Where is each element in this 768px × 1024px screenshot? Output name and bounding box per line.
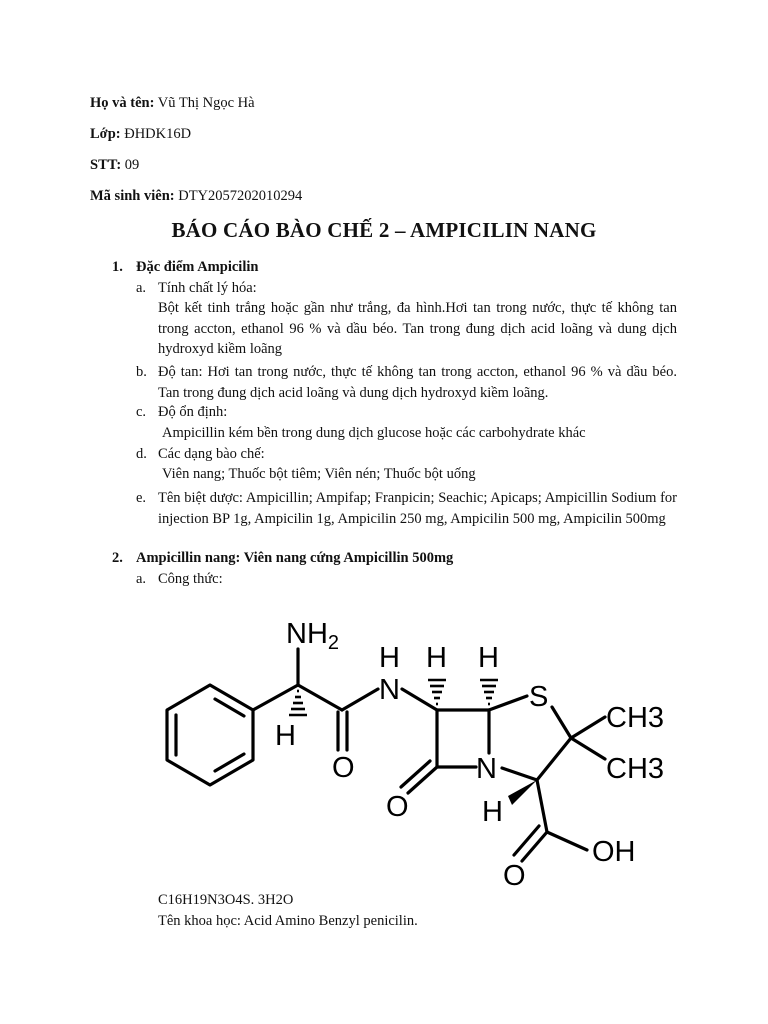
stt-value: 09 — [121, 157, 140, 173]
bond-methyl-1 — [571, 717, 605, 738]
wedge-bond-c3-h — [508, 780, 537, 805]
scientific-name: Tên khoa học: Acid Amino Benzyl penicilin. — [158, 913, 418, 929]
acid-co-bond-2 — [514, 826, 539, 855]
section-1-title: Đặc điểm Ampicilin — [136, 259, 259, 275]
molecular-formula: C16H19N3O4S. 3H2O — [158, 892, 294, 908]
item-1c-text: Ampicillin kém bền trong dung dịch glucose hoặc các carbohydrate khác — [162, 425, 586, 441]
class-value: ĐHDK16D — [120, 126, 192, 142]
item-1b-text: Độ tan: Hơi tan trong nước, thực tế không tan trong accton, ethanol 96 % và dầu béo. Tan trong đung dịch acid loãng và dung dịch hydroxyd kiềm loãng. — [158, 364, 677, 401]
item-1d — [136, 446, 265, 463]
label-o-acid: O — [503, 860, 526, 892]
item-1e — [136, 488, 677, 529]
label-s: S — [529, 681, 549, 713]
label-ch3-bottom: CH3 — [606, 753, 665, 785]
student-id-line — [90, 188, 302, 205]
item-1b-letter: b. — [136, 364, 147, 380]
lactam-co-bond-1 — [408, 767, 437, 793]
item-2a-letter: a. — [136, 571, 147, 587]
label-nh2: $NH_2$ — [286, 618, 340, 654]
section-2-heading — [112, 550, 453, 567]
bond-carbonyl-n — [342, 689, 378, 710]
label-h-c5: H — [478, 642, 499, 674]
bond-c-oh — [547, 832, 587, 850]
label-o-amide: O — [332, 752, 355, 784]
item-1c — [136, 404, 227, 421]
class-label: Lớp: — [90, 126, 121, 142]
item-2a — [136, 571, 223, 588]
acid-co-bond-1 — [522, 832, 547, 861]
student-id-label: Mã sinh viên: — [90, 188, 175, 204]
stt-line — [90, 157, 139, 174]
name-value: Vũ Thị Ngọc Hà — [154, 95, 255, 111]
bond-c3-cooh — [537, 780, 547, 832]
item-1a-text: Bột kết tinh trắng hoặc gần như trắng, đa hình.Hơi tan trong nước, thực tế không tan trong accton, ethanol 96 % và dầu béo. Tan trong đung dịch acid loãng và dung dịch hydroxyd kiềm loãng — [158, 300, 677, 357]
label-oh: OH — [592, 836, 636, 868]
label-h-c6: H — [426, 642, 447, 674]
bond-s-c2 — [552, 707, 571, 738]
section-1-heading — [112, 259, 258, 276]
item-1a-letter: a. — [136, 280, 147, 296]
bond-c5-s — [489, 696, 527, 710]
class-line — [90, 126, 191, 143]
bond-c2-c3 — [537, 738, 571, 780]
ampicillin-structure-diagram — [150, 605, 680, 895]
stt-label: STT: — [90, 157, 122, 173]
bond-methyl-2 — [571, 738, 605, 759]
item-2a-label: Công thức: — [158, 571, 223, 587]
label-n-amide: N — [379, 674, 400, 706]
bond-ring-calpha — [253, 685, 298, 710]
report-title: BÁO CÁO BÀO CHẾ 2 – AMPICILIN NANG — [171, 218, 597, 242]
item-1d-letter: d. — [136, 446, 147, 462]
label-h-alpha: H — [275, 720, 296, 752]
label-ch3-top: CH3 — [606, 702, 665, 734]
section-1-number: 1. — [112, 259, 123, 275]
item-1e-text: Tên biệt dược: Ampicillin; Ampifap; Franpicin; Seachic; Apicaps; Ampicillin Sodium for injection BP 1g, Ampicilin 1g, Ampicilin 250 mg, Ampicilin 500 mg, Ampicilin 500mg — [158, 490, 677, 527]
item-1d-label: Các dạng bào chế: — [158, 446, 265, 462]
bond-n4-c3 — [502, 768, 537, 780]
item-1d-text: Viên nang; Thuốc bột tiêm; Viên nén; Thuốc bột uống — [162, 466, 476, 482]
bond-n-c6 — [402, 689, 437, 710]
item-1c-letter: c. — [136, 404, 147, 420]
item-1e-letter: e. — [136, 490, 147, 506]
student-name-line — [90, 95, 255, 112]
bond-calpha-carbonyl — [298, 685, 342, 710]
item-1a — [136, 280, 257, 297]
label-h-amide: H — [379, 642, 400, 674]
student-id-value: DTY2057202010294 — [174, 188, 303, 204]
section-2-title: Ampicillin nang: Viên nang cứng Ampicillin 500mg — [136, 550, 454, 566]
item-1a-label: Tính chất lý hóa: — [158, 280, 257, 296]
label-h-c3: H — [482, 796, 503, 828]
item-1c-label: Độ ổn định: — [158, 404, 228, 420]
section-2-number: 2. — [112, 550, 123, 566]
label-n-ring: N — [476, 753, 497, 785]
label-o-lactam: O — [386, 791, 409, 823]
name-label: Họ và tên: — [90, 95, 155, 111]
benzene-ring — [167, 685, 253, 785]
item-1b — [136, 362, 677, 403]
lactam-co-bond-2 — [401, 761, 430, 787]
